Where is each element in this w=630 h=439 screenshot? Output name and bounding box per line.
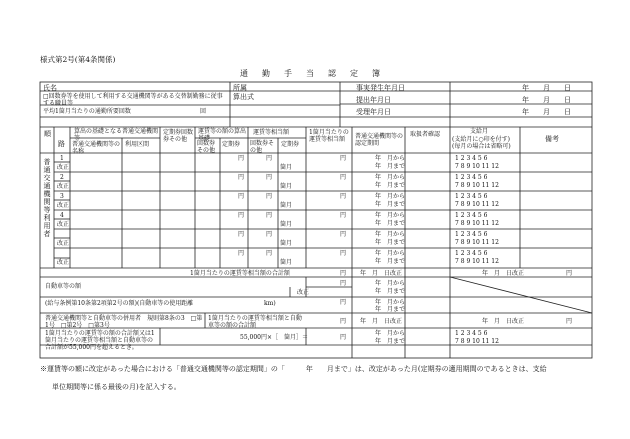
car-period-to: 年 月まで (375, 306, 406, 313)
col-section: 利用区間 (125, 141, 150, 148)
col-commuter: 定期券 (222, 141, 241, 148)
total-period: 年 月 日改正 (360, 270, 403, 277)
exceed-period-to: 年 月まで (375, 338, 406, 345)
period-from: 年 月から (375, 174, 406, 181)
row-number: 4 (60, 212, 64, 219)
revision-label: 改正 (57, 202, 70, 209)
months-label: 箇月 (280, 202, 293, 209)
period-to: 年 月まで (375, 163, 406, 170)
footnote-line2: 単位期間等に係る最後の月)を記入する。 (52, 383, 181, 391)
yen-label: 円 (340, 250, 347, 257)
months-row1[interactable]: 1 2 3 4 5 6 (455, 155, 488, 162)
car-revision: 改正 (297, 289, 310, 296)
exceed-period-from: 年 月から (375, 330, 406, 337)
footnote-line1: ※運賃等の額に改定があった場合における「普通交通機関等の認定期間」の「 年 月まで」は、改定があった月(定期券の適用期間のであるときは、支給 (40, 365, 547, 373)
revision-label: 改正 (57, 240, 70, 247)
submitted-label: 提出年月日 (356, 96, 391, 104)
yen-label: 円 (238, 212, 245, 219)
period-to: 年 月まで (375, 239, 406, 246)
car-km: km) (264, 300, 276, 307)
yen-label: 円 (266, 155, 273, 162)
combined-yen: 円 (340, 318, 347, 325)
yen-label: 円 (340, 155, 347, 162)
yen-label: 円 (238, 250, 245, 257)
total-remarks-yen: 円 (566, 270, 573, 277)
yen-label: 円 (238, 193, 245, 200)
period-to: 年 月まで (375, 220, 406, 227)
col-commuter2: 定期券 (281, 141, 300, 148)
event-date-value: 年 月 日 (522, 84, 571, 92)
col-basis-group: 算出の基礎となる普通交通機関等 (74, 128, 159, 142)
received-value: 年 月 日 (522, 108, 571, 116)
yen-label: 円 (340, 193, 347, 200)
yen-label: 円 (266, 193, 273, 200)
col-check: 取扱者確認 (410, 131, 441, 138)
months-label: 箇月 (280, 183, 293, 190)
row-number: 2 (60, 174, 64, 181)
monthly-days-label: 平均1箇月当たりの通勤所要回数 (43, 108, 131, 115)
period-to: 年 月まで (375, 182, 406, 189)
months-row2[interactable]: 7 8 9 10 11 12 (455, 182, 499, 189)
exceed-calc: 55,000円×［ 箇月］＝ (240, 334, 309, 341)
car-yen: 円 (340, 299, 347, 306)
col-payment-note: (支給月に○印を付す)(毎月の場合は省略可) (452, 136, 511, 150)
months-row2[interactable]: 7 8 9 10 11 12 (455, 163, 499, 170)
yen-label: 円 (340, 231, 347, 238)
period-to: 年 月まで (375, 201, 406, 208)
affiliation-label: 所属 (233, 84, 247, 92)
yen-label: 円 (266, 250, 273, 257)
col-transport-name: 普通交通機関等の名称 (72, 141, 121, 155)
revision-label: 改正 (57, 259, 70, 266)
revision-label: 改正 (57, 221, 70, 228)
months-row2[interactable]: 7 8 9 10 11 12 (455, 201, 499, 208)
combined-label[interactable]: 普通交通機関等と自動車等の併用者 規則第8条の3 □第1号 □第2号 □第3号 (45, 315, 203, 329)
yen-label: 円 (266, 174, 273, 181)
months-row1[interactable]: 1 2 3 4 5 6 (455, 212, 488, 219)
yen-label: 円 (266, 212, 273, 219)
period-from: 年 月から (375, 212, 406, 219)
period-from: 年 月から (375, 250, 406, 257)
yen-label: 円 (238, 174, 245, 181)
total-payment-period: 年 月 日改正 (482, 270, 525, 277)
event-date-label: 事実発生年月日 (356, 84, 405, 92)
months-row1[interactable]: 1 2 3 4 5 6 (455, 174, 488, 181)
months-row2[interactable]: 7 8 9 10 11 12 (455, 258, 499, 265)
revision-label: 改正 (57, 183, 70, 190)
months-row1[interactable]: 1 2 3 4 5 6 (455, 193, 488, 200)
combined-right: 1箇月当たりの運賃等相当額と自動車等の額の合計額 (208, 315, 302, 329)
col-fare-group: 運賃等の額の算出基礎 (198, 128, 247, 142)
car-yen: 円 (340, 280, 347, 287)
combined-payment-period: 年 月 日改正 (482, 318, 525, 325)
months-label: 箇月 (280, 221, 293, 228)
months-row2[interactable]: 7 8 9 10 11 12 (455, 220, 499, 227)
car-period-to: 年 月まで (375, 288, 406, 295)
col-remarks: 備考 (545, 135, 559, 143)
car-label: 自動車等の額 (45, 283, 82, 290)
col-payment-group: 支給月 (470, 128, 489, 135)
months-label: 箇月 (280, 164, 293, 171)
form-number: 様式第2号(第4条関係) (40, 55, 116, 64)
period-from: 年 月から (375, 231, 406, 238)
col-fare-equiv-group: 運賃等相当額 (253, 129, 290, 136)
period-from: 年 月から (375, 155, 406, 162)
months-label: 箇月 (280, 259, 293, 266)
revision-label: 改正 (57, 164, 70, 171)
months-row1[interactable]: 1 2 3 4 5 6 (455, 250, 488, 257)
yen-label: 円 (238, 231, 245, 238)
yen-label: 円 (340, 174, 347, 181)
months-label: 箇月 (280, 240, 293, 247)
exceed-yen: 円 (340, 334, 347, 341)
times-suffix: 回 (200, 108, 207, 115)
yen-label: 円 (340, 212, 347, 219)
months-row2[interactable]: 7 8 9 10 11 12 (455, 239, 499, 246)
exceed-months-row1[interactable]: 1 2 3 4 5 6 (455, 330, 488, 337)
exceed-months-row2[interactable]: 7 8 9 10 11 12 (455, 338, 499, 345)
period-to: 年 月まで (375, 258, 406, 265)
total-label: 1箇月当たりの運賃等相当額の合計額 (190, 270, 290, 277)
total-yen: 円 (340, 270, 347, 277)
row-number: 1 (60, 155, 64, 162)
col-cert-period: 普通交通機関等の認定期間 (355, 133, 404, 147)
car-period-from: 年 月から (375, 280, 406, 287)
side-label: 普通交通機関等利用者 (43, 158, 51, 238)
received-label: 受理年月日 (356, 108, 391, 116)
combined-remarks-yen: 円 (566, 318, 573, 325)
submitted-value: 年 月 日 (522, 96, 571, 104)
form-title: 通勤手当認定簿 (240, 69, 394, 78)
col-order2: 路 (58, 140, 65, 148)
multi-use-checkbox-label[interactable]: □回数券等を使用して利用する交通機関等がある交替制勤務に従事する職員等 (43, 93, 223, 107)
combined-period: 年 月 日改正 (360, 318, 403, 325)
col-coupon: 回数券その他 (197, 140, 216, 154)
col-monthly: 1箇月当たりの運賃等相当額 (309, 129, 349, 143)
col-coupon2: 回数券その他 (250, 140, 275, 154)
yen-label: 円 (238, 155, 245, 162)
row-number: 3 (60, 193, 64, 200)
col-order: 順 (44, 130, 51, 138)
name-label: 氏名 (43, 84, 57, 92)
period-from: 年 月から (375, 193, 406, 200)
exceed-label: 1箇月当たりの運賃等の額の合計額又は1箇月当たりの運賃等相当額と自動車等の合計額が55,000円を超えるとき。 (45, 330, 155, 351)
car-period-from: 年 月から (375, 299, 406, 306)
months-row1[interactable]: 1 2 3 4 5 6 (455, 231, 488, 238)
car-sub: (給与条例第10条第2項第2号の額)(自動車等の使用距離 (45, 300, 194, 307)
yen-label: 円 (266, 231, 273, 238)
calc-method-label: 算出式 (233, 93, 254, 101)
col-pass-group: 定期券回数券その他 (163, 129, 194, 143)
